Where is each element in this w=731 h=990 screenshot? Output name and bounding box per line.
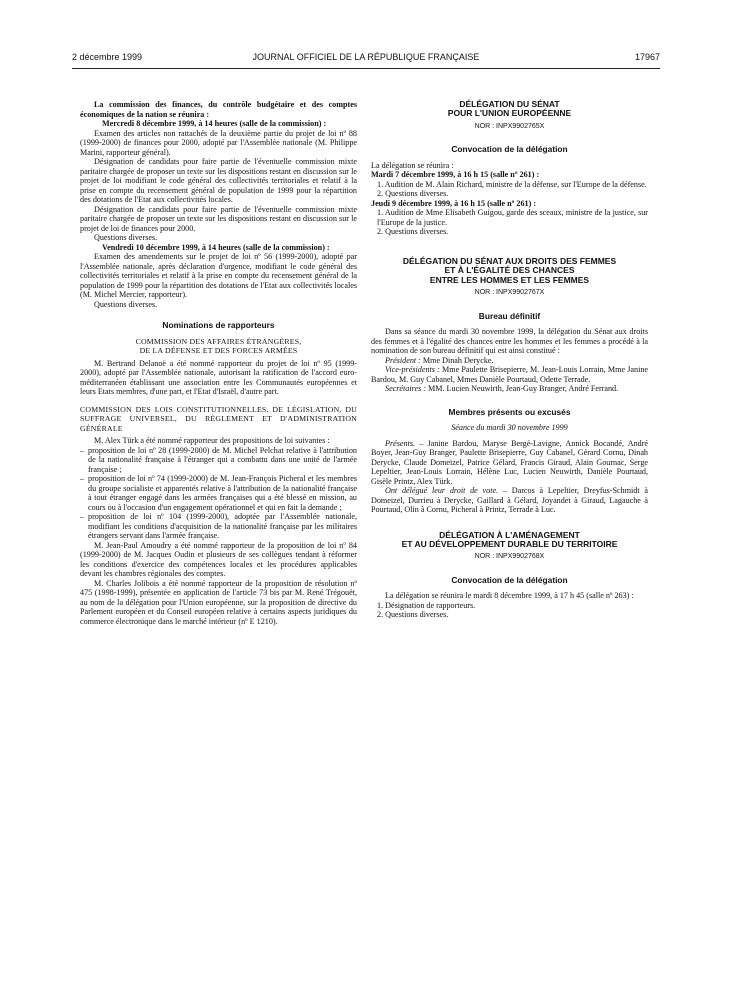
list-item: 1. Désignation de rapporteurs. bbox=[377, 600, 476, 610]
femmes-delegation-title-2: ET À L'ÉGALITÉ DES CHANCES bbox=[444, 265, 575, 276]
list-item: – proposition de loi nº 104 (1999-2000), adoptée par l'Assemblée nationale, modifiant les conditions d'acquisition de la nationalité française par les militaires étrangers servant dans l'armée française. bbox=[80, 512, 357, 541]
meeting-2-item-2: Questions diverses. bbox=[94, 299, 158, 309]
vice-presidents-label: Vice-présidents : bbox=[385, 365, 440, 375]
header-rule bbox=[72, 68, 660, 69]
commission-etrangeres-text: M. Bertrand Delanoë a été nommé rapporteur du projet de loi nº 95 (1999-2000), adopté par l'Assemblée nationale, autorisant la ratification de l'accord euro-méditerranéen établissant une association entre les Communautés européennes et leurs Etats membres, d'une part, et l'Etat d'Israël, d'autre part. bbox=[80, 358, 357, 396]
list-item: 2. Questions diverses. bbox=[377, 610, 449, 620]
meeting-1-item-4: Questions diverses. bbox=[94, 233, 158, 242]
femmes-nor: NOR : INPX9902767X bbox=[474, 289, 545, 297]
ue-date-1: Mardi 7 décembre 1999, à 16 h 15 (salle nº 261) : bbox=[371, 170, 540, 180]
vote-label: Ont délégué leur droit de vote. bbox=[385, 486, 499, 496]
ue-delegation-title-1: DÉLÉGATION DU SÉNAT bbox=[459, 99, 560, 109]
amenagement-convocation-heading: Convocation de la délégation bbox=[451, 574, 568, 585]
meeting-1-item-2: Désignation de candidats pour faire partie de l'éventuelle commission mixte paritaire chargée de proposer un texte sur les dispositions restant en discussion sur le projet de loi modifiant le code général des collectivités territoriales et relatif à la prise en compte du recensement général de population de 1999 pour la répartition des dotations de l'Etat aux collectivités locales. bbox=[80, 157, 357, 204]
meeting-1-item-3: Désignation de candidats pour faire partie de l'éventuelle commission mixte paritaire chargée de proposer un texte sur les dispositions restant en discussion sur le projet de loi de finances pour 2000. bbox=[80, 204, 357, 233]
list-item: – proposition de loi nº 28 (1999-2000) de M. Michel Pelchat relative à l'attribution de la nationalité française à l'étranger qui a combattu dans une unité de l'armée française ; bbox=[80, 446, 357, 475]
meeting-2-date: Vendredi 10 décembre 1999, à 14 heures (salle de la commission) : bbox=[102, 242, 330, 252]
ue-date-2: Jeudi 9 décembre 1999, à 16 h 15 (salle nº 261) : bbox=[371, 198, 537, 208]
ue-date-2-list bbox=[371, 208, 648, 237]
amenagement-nor: NOR : INPX9902768X bbox=[474, 553, 545, 561]
list-item: 2. Questions diverses. bbox=[377, 189, 449, 199]
amenagement-delegation-title-1: DÉLÉGATION À L'AMÉNAGEMENT bbox=[439, 529, 580, 540]
commission-lois-para-2: M. Jean-Paul Amoudry a été nommé rapporteur de la proposition de loi nº 84 (1999-2000) de M. Jacques Oudin et plusieurs de ses collègues tendant à réformer les conditions d'exercice des compétences locales et les procédures applicables devant les chambres régionales des comptes. bbox=[80, 540, 357, 578]
femmes-delegation-title-3: ENTRE LES HOMMES ET LES FEMMES bbox=[429, 274, 590, 285]
membres-heading: Membres présents ou excusés bbox=[448, 406, 571, 417]
commission-lois-title: COMMISSION DES LOIS CONSTITUTIONNELLES, DE LÉGISLATION, DU SUFFRAGE UNIVERSEL, DU RÈGLEMENT ET D'ADMINISTRATION GÉNÉRALE bbox=[80, 404, 357, 433]
secretaires-names: MM. Lucien Neuwirth, Jean-Guy Branger, André Ferrand. bbox=[428, 384, 619, 394]
meeting-2-item-1: Examen des amendements sur le projet de loi nº 56 (1999-2000), adopté par l'Assemblée nationale, après déclaration d'urgence, modifiant le code général des collectivités territoriales et relatif à la prise en compte du recensement général de la population de 1999 pour la répartition des dotations de l'Etat aux collectivités locales (M. Michel Mercier, rapporteur). bbox=[80, 252, 357, 299]
femmes-delegation-title-1: DÉLÉGATION DU SÉNAT AUX DROITS DES FEMMES bbox=[402, 255, 617, 266]
commission-etrangeres-title-2: DE LA DÉFENSE ET DES FORCES ARMÉES bbox=[139, 346, 298, 355]
president-name: Mme Dinah Derycke. bbox=[422, 355, 494, 365]
nominations-heading: Nominations de rapporteurs bbox=[162, 320, 275, 330]
bureau-intro: Dans sa séance du mardi 30 novembre 1999, la délégation du Sénat aux droits des femmes et à l'égalité des chances entre les hommes et les femmes a procédé à la nomination de son bureau définitif qui est ainsi constitué : bbox=[371, 327, 648, 356]
bureau-secretaires bbox=[371, 384, 648, 394]
list-item: 1. Audition de M. Alain Richard, ministre de la défense, sur l'Europe de la défense. bbox=[377, 179, 647, 189]
secretaires-label: Secrétaires : bbox=[385, 384, 426, 394]
president-label: Président : bbox=[385, 355, 421, 365]
commission-lois-list bbox=[80, 446, 357, 541]
list-item: 1. Audition de Mme Elisabeth Guigou, garde des sceaux, ministre de la justice, sur l'Europe de la justice. bbox=[377, 208, 648, 227]
amenagement-list bbox=[371, 601, 648, 620]
presents-para bbox=[371, 439, 648, 487]
presents-names: – Janine Bardou, Maryse Bergé-Lavigne, Annick Bocandé, André Boyer, Jean-Guy Branger, Paulette Brisepierre, Guy Cabanel, Gérard Cornu, Dinah Derycke, Claude Domeizel, Patrice Gélard, Francis Giraud, Alain Gournac, Serge Lepeltier, Jean-Louis Lorrain, Hélène Luc, Lucien Neuwirth, Danièle Pourtaud, Gisèle Printz, Alex Türk. bbox=[371, 438, 649, 486]
ue-delegation-title-2: POUR L'UNION EUROPÉENNE bbox=[447, 108, 572, 119]
meeting-1-item-1: Examen des articles non rattachés de la deuxième partie du projet de loi nº 88 (1999-2000) de finances pour 2000, adopté par l'Assemblée nationale (M. Philippe Marini, rapporteur général). bbox=[80, 128, 357, 157]
vote-names: – Darcos à Lepeltier, Dreyfus-Schmidt à Domeizel, Durrieu à Derycke, Gaillard à Gélard, Joyandet à Giraud, Lagauche à Pourtaud, Olin à Cornu, Picheral à Printz, Terrade à Luc. bbox=[371, 486, 649, 515]
amenagement-intro: La délégation se réunira le mardi 8 décembre 1999, à 17 h 45 (salle nº 263) : bbox=[385, 591, 634, 601]
commission-etrangeres-title-1: COMMISSION DES AFFAIRES ÉTRANGÈRES, bbox=[135, 336, 302, 346]
list-item: 2. Questions diverses. bbox=[377, 227, 449, 237]
bureau-vice-presidents bbox=[371, 365, 648, 384]
bureau-heading: Bureau définitif bbox=[478, 310, 541, 321]
bureau-president bbox=[371, 356, 648, 366]
header-page-number: 17967 bbox=[634, 52, 660, 62]
header-journal-title: JOURNAL OFFICIEL DE LA RÉPUBLIQUE FRANÇAISE bbox=[252, 52, 480, 62]
ue-intro: La délégation se réunira : bbox=[371, 160, 454, 170]
finance-commission-intro: La commission des finances, du contrôle budgétaire et des comptes économiques de la nation se réunira : bbox=[80, 100, 357, 119]
vice-presidents-names: Mme Paulette Brisepierre, M. Jean-Louis Lorrain, Mme Janine Bardou, M. Guy Cabanel, Mmes Danièle Pourtaud, Odette Terrade. bbox=[371, 365, 648, 384]
meeting-1-date: Mercredi 8 décembre 1999, à 14 heures (salle de la commission) : bbox=[102, 119, 327, 128]
right-column bbox=[371, 100, 648, 620]
page-header bbox=[72, 52, 660, 68]
vote-para bbox=[371, 486, 648, 515]
commission-lois-para-3: M. Charles Jolibois a été nommé rapporteur de la proposition de résolution nº 475 (1998-1999), présentée en application de l'article 73 bis par M. René Trégouët, au nom de la délégation pour l'Union européenne, sur la proposition de directive du Parlement européen et du Conseil européen relative à certains aspects juridiques du commerce électronique dans le marché intérieur (nº E 1210). bbox=[80, 578, 357, 626]
commission-lois-intro: M. Alex Türk a été nommé rapporteur des propositions de loi suivantes : bbox=[94, 436, 330, 445]
presents-label: Présents. bbox=[385, 438, 416, 448]
seance-date: Séance du mardi 30 novembre 1999 bbox=[451, 423, 568, 433]
amenagement-delegation-title-2: ET AU DÉVELOPPEMENT DURABLE DU TERRITOIRE bbox=[401, 538, 618, 549]
header-date: 2 décembre 1999 bbox=[72, 52, 143, 62]
list-item: – proposition de loi nº 74 (1999-2000) de M. Jean-François Picheral et les membres du groupe socialiste et apparentés relative à l'attribution de la nationalité française à tout étranger engagé dans les armées françaises qui a été blessé en mission, au cours ou à l'occasion d'un engagement opérationnel et qui en fait la demande ; bbox=[80, 474, 357, 512]
left-column bbox=[80, 100, 357, 626]
ue-nor: NOR : INPX9902765X bbox=[474, 122, 545, 130]
ue-date-1-list bbox=[371, 180, 648, 199]
ue-convocation-heading: Convocation de la délégation bbox=[451, 144, 568, 155]
